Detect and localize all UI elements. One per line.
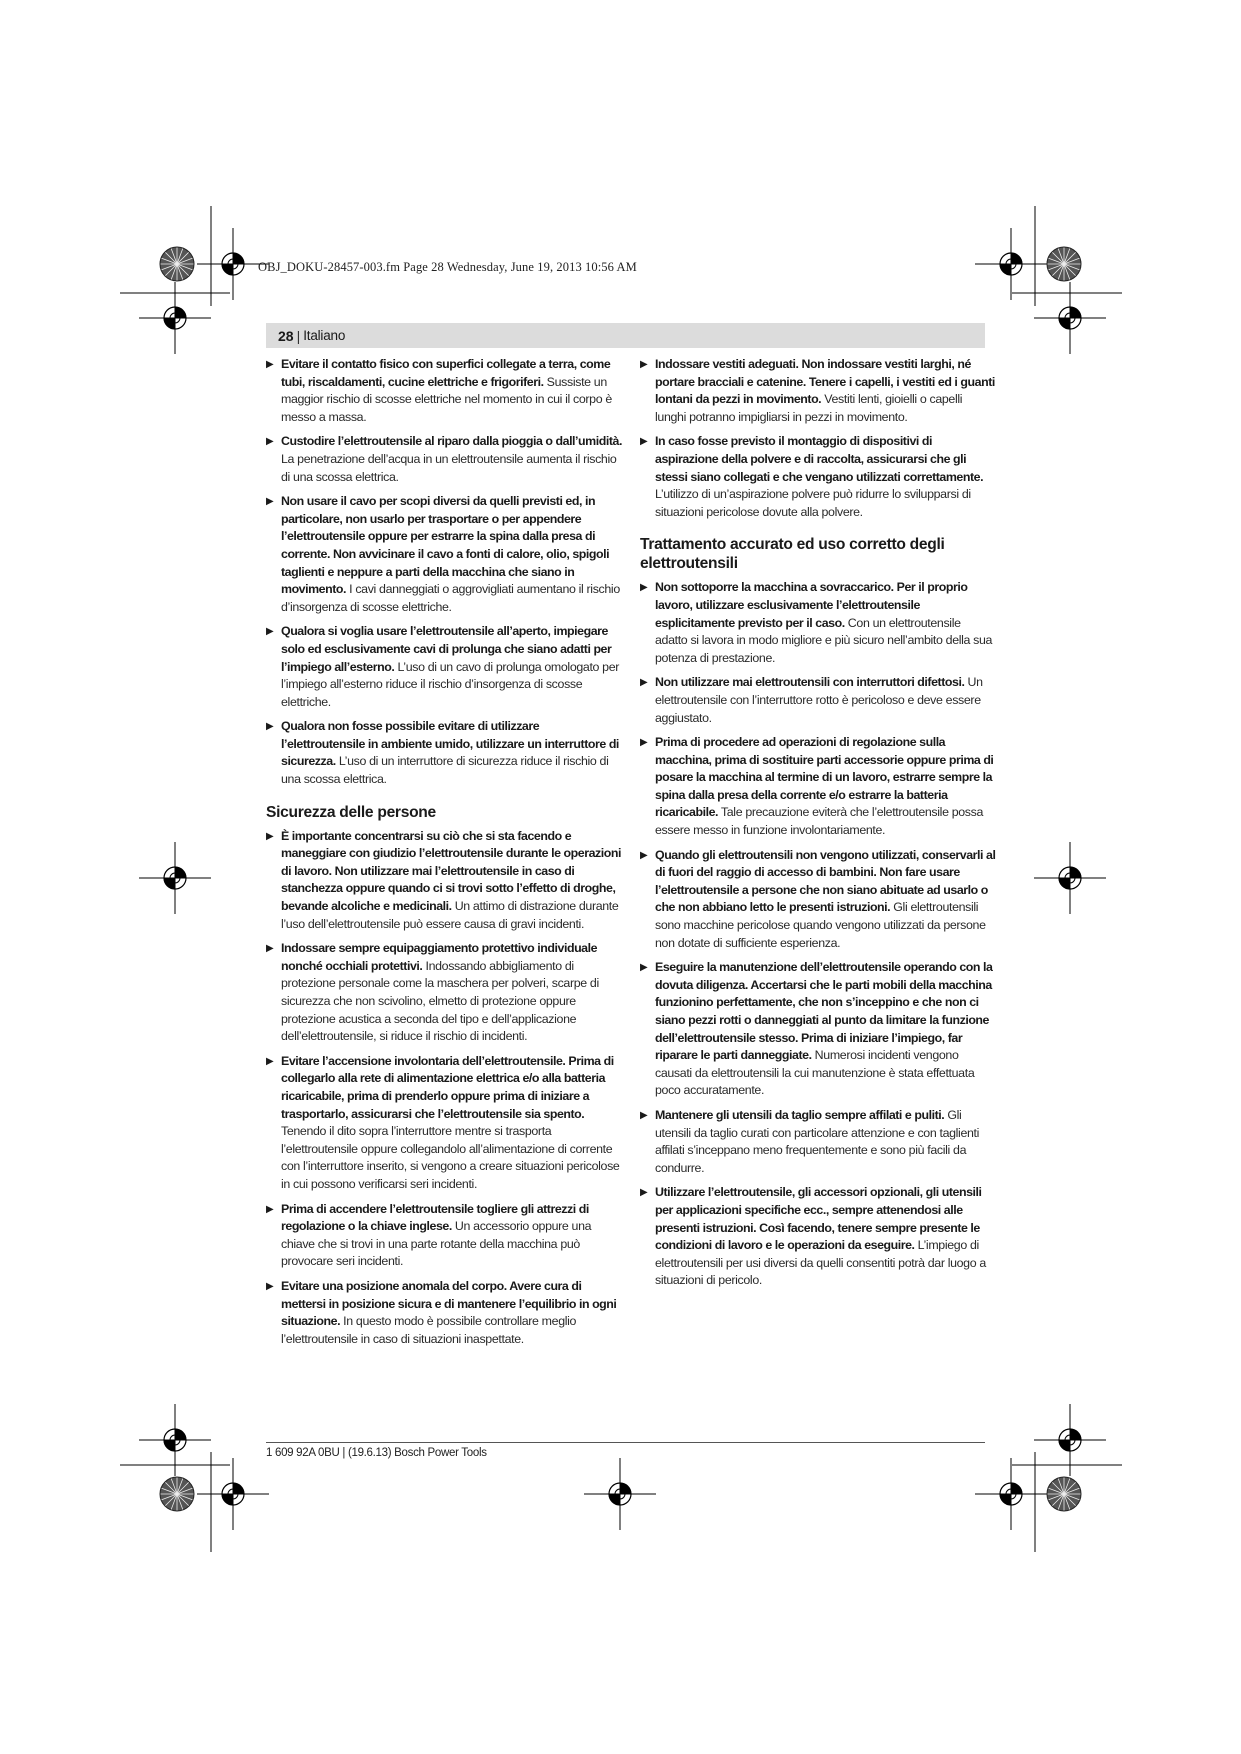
item-normal-text: Un attimo di distrazione durante l’uso dell’elettroutensile può essere causa di gravi incidenti. [281, 899, 619, 931]
item-text [655, 734, 996, 840]
item-normal-text: Tale precauzione eviterà che l’elettroutensile possa essere messo in funzione involontariamente. [655, 805, 984, 838]
left-column [266, 356, 626, 1355]
item-normal-text: Gli utensili da taglio curati con particolare attenzione e con taglienti affilati s’inceppano meno frequentemente e sono più facili da condurre. [655, 1107, 980, 1175]
item-normal-text: Tenendo il dito sopra l’interruttore mentre si trasporta l’elettroutensile oppure collegandolo all’alimentazione di corrente con l’interruttore inserito, si vengono a creare situazioni pericolose in cui possono verificarsi seri incidenti. [281, 1124, 620, 1191]
item-text [655, 356, 996, 426]
bullet-item [266, 718, 626, 788]
bullet-triangle-icon: ▶ [266, 1055, 274, 1067]
item-text [655, 674, 996, 727]
bullet-triangle-icon: ▶ [640, 1109, 648, 1121]
bullet-triangle-icon: ▶ [640, 1187, 648, 1199]
item-bold-text: In caso fosse previsto il montaggio di dispositivi di aspirazione della polvere e di raccolta, assicurarsi che gli stessi siano collegati e che vengano utilizzati correttamente. [655, 434, 984, 484]
item-text [281, 1053, 626, 1194]
bullet-item [266, 1053, 626, 1194]
item-text [655, 1107, 996, 1177]
bullet-item [640, 959, 996, 1100]
page-number: 28 [278, 327, 294, 344]
item-normal-text: Gli elettroutensili sono macchine pericolose quando vengono utilizzati da persone non dotate di sufficiente esperienza. [655, 900, 986, 950]
item-normal-text: L’uso di un interruttore di sicurezza riduce il rischio di una scossa elettrica. [281, 754, 609, 787]
item-text [655, 1184, 996, 1290]
item-text [281, 493, 626, 616]
item-bold-text: Mantenere gli utensili da taglio sempre affilati e puliti. [655, 1107, 945, 1122]
bullet-triangle-icon: ▶ [266, 1203, 274, 1215]
item-text [281, 940, 626, 1046]
item-bold-text: Non sottoporre la macchina a sovraccarico. Per il proprio lavoro, utilizzare esclusivamente l’elettroutensile esplicitamente previsto per il caso. [655, 580, 968, 630]
page-header [266, 323, 985, 348]
item-bold-text: Utilizzare l’elettroutensile, gli accessori opzionali, gli utensili per applicazioni specifiche ecc., sempre attenendosi alle presenti istruzioni. Così facendo, tenere sempre presente le condizioni di lavoro e le operazioni da eseguire. [655, 1185, 982, 1253]
bullet-item [266, 1201, 626, 1271]
item-normal-text: Vestiti lenti, gioielli o capelli lunghi potranno impigliarsi in pezzi in movimento. [655, 392, 963, 424]
header-language: Italiano [303, 328, 346, 343]
bullet-item [640, 847, 996, 953]
item-normal-text: Un elettroutensile con l’interruttore rotto è pericoloso e deve essere aggiustato. [655, 675, 983, 725]
bullet-triangle-icon: ▶ [266, 943, 274, 955]
item-normal-text: In questo modo è possibile controllare meglio l’elettroutensile in caso di situazioni inaspettate. [281, 1314, 577, 1346]
bullet-triangle-icon: ▶ [266, 359, 274, 370]
item-bold-text: Eseguire la manutenzione dell’elettroutensile operando con la dovuta diligenza. Accertarsi che le parti mobili della macchina funzionino perfettamente, che non s’inceppino e che non ci siano pezzi rotti o danneggiati al punto da limitare la funzione dell’elettroutensile stesso. Prima di iniziare l’impiego, far riparare le parti danneggiate. [655, 960, 993, 1063]
bullet-item [266, 828, 626, 934]
bullet-triangle-icon: ▶ [640, 677, 648, 689]
item-text [281, 718, 626, 788]
bullet-triangle-icon: ▶ [266, 496, 274, 508]
item-text [281, 1278, 626, 1348]
item-text [281, 433, 626, 486]
bullet-item [266, 356, 626, 426]
item-normal-text: Sussiste un maggior rischio di scosse elettriche nel momento in cui il corpo è messo a massa. [281, 374, 612, 424]
bullet-item [640, 1107, 996, 1177]
item-text [655, 433, 996, 521]
item-normal-text: L’utilizzo di un’aspirazione polvere può ridurre lo svilupparsi di situazioni pericolose dovute alla polvere. [655, 487, 971, 519]
bullet-triangle-icon: ▶ [640, 849, 648, 861]
item-bold-text: Evitare l’accensione involontaria dell’elettroutensile. Prima di collegarlo alla rete di alimentazione elettrica e/o alla batteria ricaricabile, prima di prenderlo oppure prima di iniziare a trasportarlo, assicurarsi che l’elettroutensile sia spento. [281, 1053, 614, 1121]
file-slug: OBJ_DOKU-28457-003.fm Page 28 Wednesday, June 19, 2013 10:56 AM [258, 260, 637, 274]
item-normal-text: Indossando abbigliamento di protezione personale come la maschera per polveri, scarpe di sicurezza che non scivolino, elmetto di protezione oppure protezione acustica a seconda del tipo e dell’applicazione dell’elettroutensile, si riduce il rischio di incidenti. [281, 958, 599, 1044]
bullet-triangle-icon: ▶ [266, 436, 274, 448]
item-text [281, 356, 626, 426]
bullet-item [266, 1278, 626, 1348]
bullet-triangle-icon: ▶ [266, 721, 274, 733]
item-bold-text: Custodire l’elettroutensile al riparo dalla pioggia o dall’umidità. [281, 434, 622, 449]
bullet-item [266, 493, 626, 616]
item-bold-text: Prima di procedere ad operazioni di regolazione sulla macchina, prima di sostituire parti accessorie oppure prima di posare la macchina al termine di un lavoro, estrarre sempre la spina dalla presa della corrente e/o estrarre la batteria ricaricabile. [655, 735, 994, 820]
item-bold-text: Non utilizzare mai elettroutensili con interruttori difettosi. [655, 675, 965, 690]
bullet-item [640, 674, 996, 727]
item-text [655, 847, 996, 953]
item-normal-text: Numerosi incidenti vengono causati da elettroutensili la cui manutenzione è stata effettuata poco accuratamente. [655, 1048, 975, 1098]
item-bold-text: Qualora non fosse possibile evitare di utilizzare l’elettroutensile in ambiente umido, utilizzare un interruttore di sicurezza. [281, 719, 619, 769]
bullet-item [266, 940, 626, 1046]
item-normal-text: L’impiego di elettroutensili per usi diversi da quelli consentiti potrà dar luogo a situazioni di pericolo. [655, 1238, 986, 1288]
item-text [655, 579, 996, 667]
item-normal-text: I cavi danneggiati o aggrovigliati aumentano il rischio d’insorgenza di scosse elettriche. [281, 582, 620, 614]
bullet-item [266, 433, 626, 486]
bullet-triangle-icon: ▶ [266, 1280, 274, 1292]
bullet-triangle-icon: ▶ [266, 830, 274, 842]
item-normal-text: Un accessorio oppure una chiave che si trovi in una parte rotante della macchina può provocare seri incidenti. [281, 1219, 592, 1269]
page-footer: 1 609 92A 0BU | (19.6.13) Bosch Power Tools [266, 1447, 487, 1459]
item-normal-text: La penetrazione dell’acqua in un elettroutensile aumenta il rischio di una scossa elettrica. [281, 451, 617, 484]
bullet-triangle-icon: ▶ [640, 737, 648, 749]
bullet-triangle-icon: ▶ [640, 962, 648, 974]
bullet-triangle-icon: ▶ [266, 626, 274, 638]
item-text [281, 623, 626, 711]
item-bold-text: Quando gli elettroutensili non vengono utilizzati, conservarli al di fuori del raggio di accesso di bambini. Non fare usare l’elettroutensile a persone che non siano abituate ad usarlo o che non abbiano letto le presenti istruzioni. [655, 847, 996, 915]
bullet-item [640, 734, 996, 840]
bullet-item [266, 623, 626, 711]
item-normal-text: Con un elettroutensile adatto si lavora in modo migliore e più sicuro nell’ambito della sua potenza di prestazione. [655, 615, 993, 665]
item-text [281, 1201, 626, 1271]
bullet-triangle-icon: ▶ [640, 582, 648, 594]
header-separator: | [296, 327, 301, 344]
footer-rule [266, 1442, 985, 1443]
bullet-item [640, 1184, 996, 1290]
item-bold-text: Indossare sempre equipaggiamento protettivo individuale nonché occhiali protettivi. [281, 941, 598, 973]
section-title-handling: Trattamento accurato ed uso corretto degli elettroutensili [640, 536, 945, 573]
bullet-item [640, 356, 996, 426]
bullet-item [640, 579, 996, 667]
bullet-triangle-icon: ▶ [640, 436, 648, 448]
item-normal-text: L’uso di un cavo di prolunga omologato per l’impiego all’esterno riduce il rischio d’insorgenza di scosse elettriche. [281, 659, 620, 709]
item-bold-text: Evitare il contatto fisico con superfici collegate a terra, come tubi, riscaldamenti, cucine elettriche e frigoriferi. [281, 357, 611, 389]
item-bold-text: Qualora si voglia usare l’elettroutensile all’aperto, impiegare solo ed esclusivamente cavi di prolunga che siano adatti per l’impiego all’esterno. [281, 624, 612, 674]
section-title-persons: Sicurezza delle persone [266, 803, 436, 821]
item-bold-text: Indossare vestiti adeguati. Non indossare vestiti larghi, né portare bracciali e catenine. Tenere i capelli, i vestiti ed i guanti lontani da pezzi in movimento. [655, 357, 995, 407]
item-bold-text: Non usare il cavo per scopi diversi da quelli previsti ed, in particolare, non usarlo per trasportare o per appendere l’elettroutensile oppure per estrarre la spina dalla presa di corrente. Non avvicinare il cavo a fonti di calore, olio, spigoli taglienti e neppure a parti della macchina che siano in movimento. [281, 494, 610, 597]
item-bold-text: È importante concentrarsi su ciò che si sta facendo e maneggiare con giudizio l’elettroutensile durante le operazioni di lavoro. Non utilizzare mai l’elettroutensile in caso di stanchezza oppure quando ci si trovi sotto l’effetto di droghe, bevande alcoliche e medicinali. [281, 828, 621, 914]
item-text [281, 828, 626, 934]
item-bold-text: Prima di accendere l’elettroutensile togliere gli attrezzi di regolazione o la chiave inglese. [281, 1201, 589, 1234]
bullet-item [640, 433, 996, 521]
item-bold-text: Evitare una posizione anomala del corpo. Avere cura di mettersi in posizione sicura e di mantenere l’equilibrio in ogni situazione. [281, 1278, 617, 1329]
bullet-triangle-icon: ▶ [640, 359, 648, 370]
right-column [640, 356, 996, 1297]
item-text [655, 959, 996, 1100]
